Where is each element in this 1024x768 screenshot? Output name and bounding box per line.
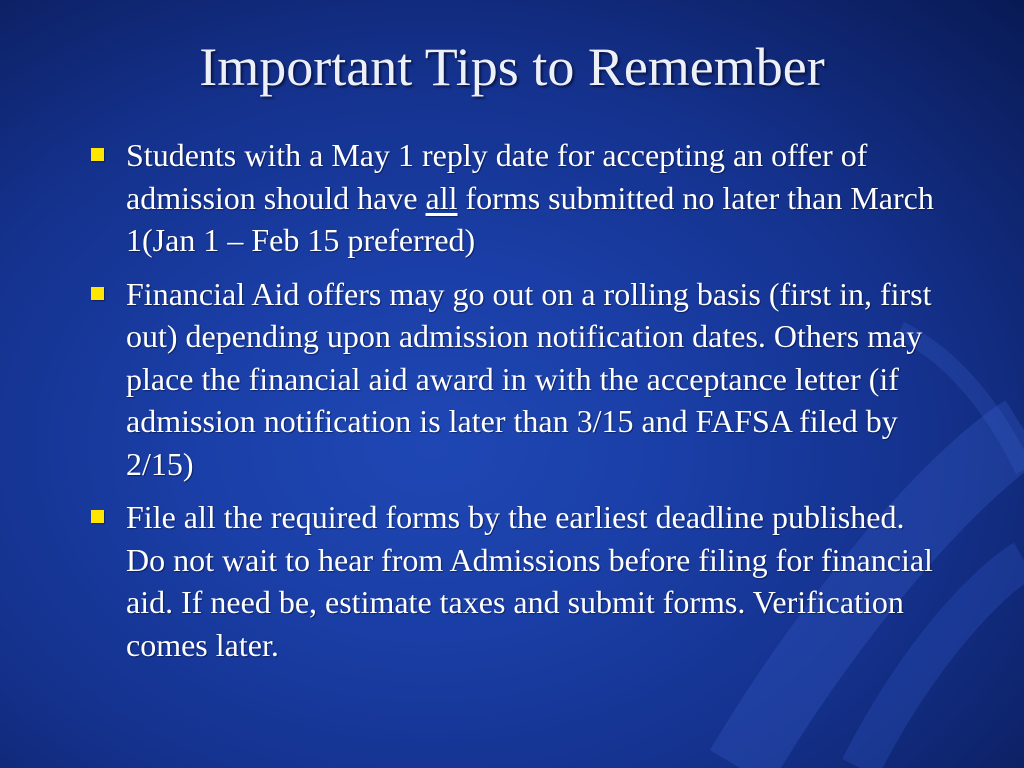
slide-title: Important Tips to Remember bbox=[199, 37, 825, 97]
bullet-text: Financial Aid offers may go out on a rolling basis (first in, first out) depending upon admission notification dates. Others may place the financial aid award in with the acceptance letter (if admission notification is later than 3/15 and FAFSA filed by 2/15) bbox=[126, 275, 932, 482]
square-bullet-icon bbox=[91, 148, 104, 161]
bullet-text-part: forms submitted no later than March 1(Jan 1 – Feb 15 preferred) bbox=[126, 179, 934, 258]
square-bullet-icon bbox=[91, 287, 104, 300]
square-bullet-icon bbox=[91, 510, 104, 523]
bullet-text-emphasis: all bbox=[425, 179, 458, 216]
bullet-item bbox=[88, 134, 938, 262]
bullet-text: File all the required forms by the earliest deadline published. Do not wait to hear from Admissions before filing for financial aid. If need be, estimate taxes and submit forms. Verification comes later. bbox=[126, 499, 933, 663]
bullet-item bbox=[88, 496, 938, 666]
bullet-list bbox=[88, 134, 938, 677]
bullet-text-part: Students with a May 1 reply date for accepting an offer of admission should have bbox=[126, 137, 868, 216]
bullet-item bbox=[88, 273, 938, 486]
